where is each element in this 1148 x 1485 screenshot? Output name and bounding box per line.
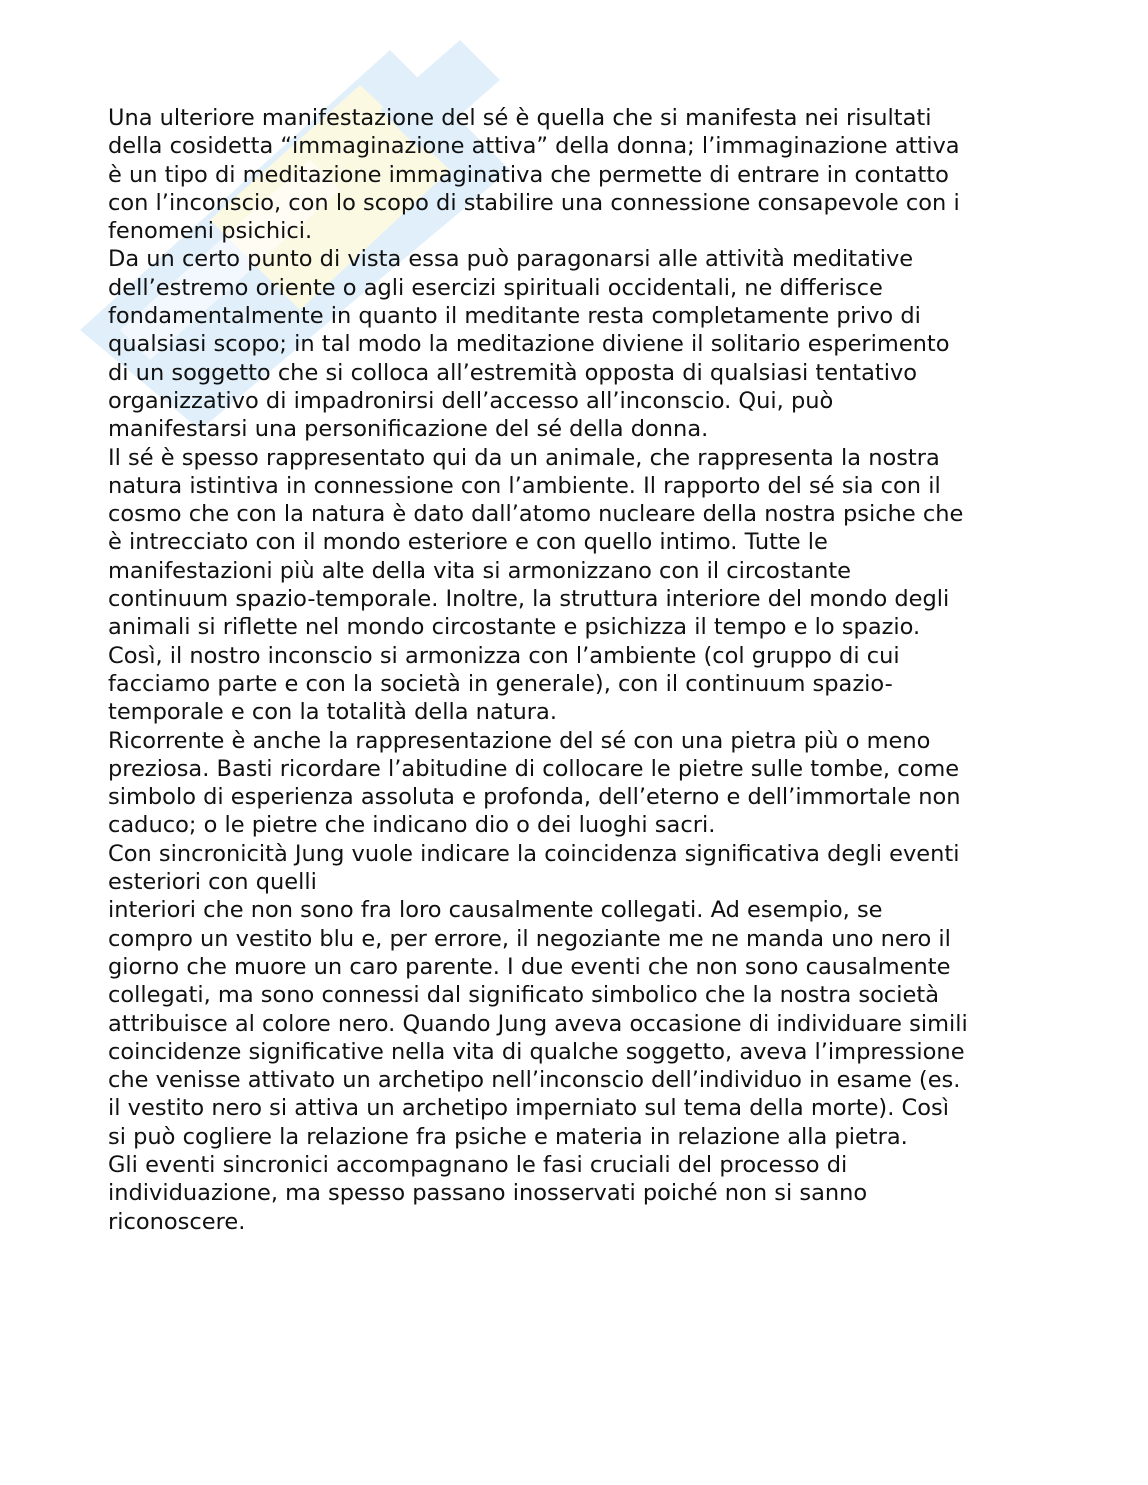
- text-line: dell’estremo oriente o agli esercizi spirituali occidentali, ne differisce: [108, 274, 883, 301]
- document-body: [108, 104, 1048, 1236]
- text-line: fondamentalmente in quanto il meditante resta completamente privo di: [108, 303, 921, 330]
- text-line: temporale e con la totalità della natura.: [108, 699, 558, 726]
- text-line: di un soggetto che si colloca all’estremità opposta di qualsiasi tentativo: [108, 359, 918, 386]
- text-line: il vestito nero si attiva un archetipo imperniato sul tema della morte). Così: [108, 1095, 949, 1122]
- text-line: è un tipo di meditazione immaginativa che permette di entrare in contatto: [108, 161, 949, 188]
- text-line: fenomeni psichici.: [108, 218, 313, 245]
- text-line: compro un vestito blu e, per errore, il negoziante me ne manda uno nero il: [108, 925, 951, 952]
- text-line: animali si riflette nel mondo circostante e psichizza il tempo e lo spazio.: [108, 614, 921, 641]
- text-line: della cosidetta “immaginazione attiva” della donna; l’immaginazione attiva: [108, 133, 960, 160]
- text-line: Una ulteriore manifestazione del sé è quella che si manifesta nei risultati: [108, 105, 932, 131]
- text-line: manifestarsi una personificazione del sé della donna.: [108, 416, 709, 443]
- text-line: con l’inconscio, con lo scopo di stabilire una connessione consapevole con i: [108, 189, 960, 216]
- text-line: Gli eventi sincronici accompagnano le fasi cruciali del processo di: [108, 1151, 848, 1178]
- text-line: esteriori con quelli: [108, 869, 317, 896]
- text-line: coincidenze significative nella vita di qualche soggetto, aveva l’impressione: [108, 1038, 965, 1065]
- text-line: riconoscere.: [108, 1208, 246, 1235]
- text-line: facciamo parte e con la società in generale), con il continuum spazio-: [108, 670, 893, 697]
- text-line: collegati, ma sono connessi dal significato simbolico che la nostra società: [108, 982, 939, 1009]
- text-line: organizzativo di impadronirsi dell’accesso all’inconscio. Qui, può: [108, 387, 834, 414]
- text-line: che venisse attivato un archetipo nell’inconscio dell’individuo in esame (es.: [108, 1067, 961, 1094]
- text-line: continuum spazio-temporale. Inoltre, la struttura interiore del mondo degli: [108, 586, 950, 613]
- text-line: qualsiasi scopo; in tal modo la meditazione diviene il solitario esperimento: [108, 331, 950, 358]
- text-line: giorno che muore un caro parente. I due eventi che non sono causalmente: [108, 953, 951, 980]
- text-line: Con sincronicità Jung vuole indicare la coincidenza significativa degli eventi: [108, 840, 960, 867]
- text-line: natura istintiva in connessione con l’ambiente. Il rapporto del sé sia con il: [108, 472, 941, 499]
- text-line: si può cogliere la relazione fra psiche e materia in relazione alla pietra.: [108, 1123, 908, 1150]
- text-line: individuazione, ma spesso passano inosservati poiché non si sanno: [108, 1180, 868, 1207]
- text-line: Ricorrente è anche la rappresentazione del sé con una pietra più o meno: [108, 727, 931, 754]
- text-line: Da un certo punto di vista essa può paragonarsi alle attività meditative: [108, 246, 914, 273]
- text-line: preziosa. Basti ricordare l’abitudine di collocare le pietre sulle tombe, come: [108, 755, 960, 782]
- text-line: Il sé è spesso rappresentato qui da un animale, che rappresenta la nostra: [108, 444, 940, 471]
- text-line: Così, il nostro inconscio si armonizza con l’ambiente (col gruppo di cui: [108, 642, 900, 669]
- text-line: manifestazioni più alte della vita si armonizzano con il circostante: [108, 557, 852, 584]
- text-line: è intrecciato con il mondo esteriore e con quello intimo. Tutte le: [108, 529, 828, 556]
- text-line: attribuisce al colore nero. Quando Jung aveva occasione di individuare simili: [108, 1010, 968, 1037]
- text-line: simbolo di esperienza assoluta e profonda, dell’eterno e dell’immortale non: [108, 784, 961, 811]
- text-line: interiori che non sono fra loro causalmente collegati. Ad esempio, se: [108, 897, 883, 924]
- text-line: caduco; o le pietre che indicano dio o dei luoghi sacri.: [108, 812, 716, 839]
- text-line: cosmo che con la natura è dato dall’atomo nucleare della nostra psiche che: [108, 501, 964, 528]
